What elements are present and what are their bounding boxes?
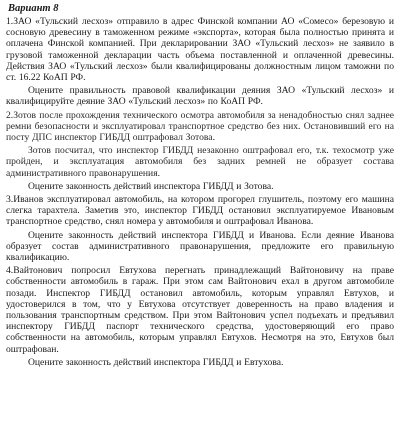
- task-3-text: 3.Иванов эксплуатировал автомобиль, на котором прогорел глушитель, поэтому его машина слегка тарахтела. Заметив это, инспектор ГИБДД остановил эксплуатируемое Ивановым транспортное средство, снял номера у автомобиля и оштрафовал Иванова.: [6, 194, 394, 228]
- task-2-extra: Зотов посчитал, что инспектор ГИБДД незаконно оштрафовал его, т.к. техосмотр уже пройден, и эксплуатация автомобиля без задних ремней не образует состава административного правонарушения.: [6, 145, 394, 179]
- task-3-question: Оцените законность действий инспектора ГИБДД и Иванова. Если деяние Иванова образует состав административного правонарушения, предложите его правильную квалификацию.: [6, 229, 394, 264]
- page-title: Вариант 8: [8, 3, 59, 14]
- task-4-text: 4.Вайтонович попросил Евтухова перегнать принадлежащий Вайтоновичу на праве собственности автомобиль в гараж. При этом сам Вайтонович ехал в другом автомобиле позади. Инспектор ГИБДД остановил автомобиль, которым управлял Евтухов, и удостоверился в том, что у Евтухова отсутствует доверенность на право владения и пользования транспортным средством. При этом Вайтонович успел подъехать и предъявил инспектору ГИБДД паспорт технического средства, удостоверяющий его право собственности на автомобиль, которым управлял Евтухов. Несмотря на это, Евтухов был оштрафован.: [6, 265, 394, 355]
- task-1-question: Оцените правильность правовой квалификации деяния ЗАО «Тульский лесхоз» и квалифицируйте деяние ЗАО «Тульский лесхоз» по КоАП РФ.: [6, 85, 394, 108]
- task-1-text: 1.ЗАО «Тульский лесхоз» отправило в адрес Финской компании АО «Сомесо» березовую и сосновую древесину в таможенном режиме «экспорта», которая была полностью принята и оплачена Финской компанией. При декларировании ЗАО «Тульский лесхоз» не заявило в грузовой таможенной декларации часть объема поставленной и оплаченной древесины. Действия ЗАО «Тульский лесхоз» были квалифицированы должностным лицом таможни по ст. 16.22 КоАП РФ.: [6, 16, 394, 84]
- task-2-text: 2.Зотов после прохождения технического осмотра автомобиля за ненадобностью снял заднее ремни безопасности и эксплуатировал транспортное средство без них. Остановивший его на посту ДПС инспектор ГИБДД оштрафовал Зотова.: [6, 109, 394, 144]
- task-2-question: Оцените законность действий инспектора ГИБДД и Зотова.: [28, 180, 274, 192]
- task-4-question: Оцените законность действий инспектора ГИБДД и Евтухова.: [28, 356, 284, 368]
